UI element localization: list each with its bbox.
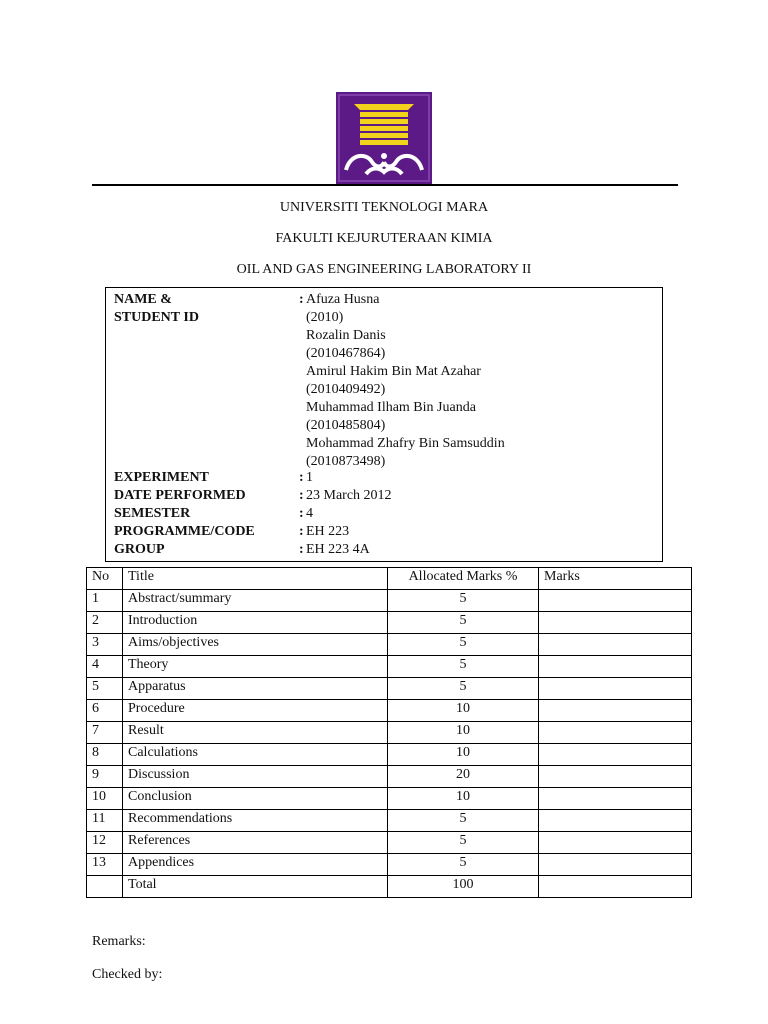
row-title: Abstract/summary [123, 590, 388, 612]
row-allocated: 5 [388, 832, 539, 854]
row-title: Result [123, 722, 388, 744]
field-colon: : [299, 524, 304, 539]
row-title: References [123, 832, 388, 854]
row-no: 1 [87, 590, 123, 612]
row-allocated: 5 [388, 810, 539, 832]
row-no: 6 [87, 700, 123, 722]
row-allocated: 5 [388, 590, 539, 612]
row-no: 13 [87, 854, 123, 876]
header-rule [92, 184, 678, 186]
remarks-label: Remarks: [92, 934, 146, 949]
row-no: 9 [87, 766, 123, 788]
row-title: Discussion [123, 766, 388, 788]
header-no: No [87, 568, 123, 590]
row-marks [539, 590, 692, 612]
table-row [87, 634, 692, 656]
row-no: 11 [87, 810, 123, 832]
row-title: Introduction [123, 612, 388, 634]
row-title: Appendices [123, 854, 388, 876]
row-no: 12 [87, 832, 123, 854]
table-row [87, 612, 692, 634]
row-allocated: 5 [388, 854, 539, 876]
row-allocated: 10 [388, 788, 539, 810]
row-no: 4 [87, 656, 123, 678]
table-row [87, 700, 692, 722]
row-title: Apparatus [123, 678, 388, 700]
row-marks [539, 656, 692, 678]
student-id-label: STUDENT ID [114, 310, 199, 325]
row-marks [539, 722, 692, 744]
name-colon: : [299, 292, 304, 307]
row-allocated: 5 [388, 612, 539, 634]
student-entry: Mohammad Zhafry Bin Samsuddin [306, 436, 505, 451]
student-entry: Afuza Husna [306, 292, 380, 307]
row-allocated: 10 [388, 700, 539, 722]
programme-code-label: PROGRAMME/CODE [114, 524, 255, 539]
table-row [87, 678, 692, 700]
row-allocated: 10 [388, 744, 539, 766]
table-row [87, 810, 692, 832]
table-row [87, 656, 692, 678]
table-row [87, 832, 692, 854]
student-info-box [105, 287, 663, 562]
student-entry: Muhammad Ilham Bin Juanda [306, 400, 476, 415]
student-entry: (2010485804) [306, 418, 386, 433]
row-allocated: 10 [388, 722, 539, 744]
semester-label: SEMESTER [114, 506, 191, 521]
total-no [87, 876, 123, 898]
table-row [87, 722, 692, 744]
date-performed-value: 23 March 2012 [306, 488, 392, 503]
checked-by-label: Checked by: [92, 967, 163, 982]
name-label: NAME & [114, 292, 172, 307]
row-marks [539, 832, 692, 854]
table-row [87, 744, 692, 766]
marks-table [86, 567, 692, 898]
student-entry: Amirul Hakim Bin Mat Azahar [306, 364, 481, 379]
row-title: Conclusion [123, 788, 388, 810]
field-colon: : [299, 506, 304, 521]
date-performed-label: DATE PERFORMED [114, 488, 246, 503]
university-logo [336, 92, 432, 184]
programme-code-value: EH 223 [306, 524, 350, 539]
row-no: 3 [87, 634, 123, 656]
table-total-row [87, 876, 692, 898]
group-label: GROUP [114, 542, 165, 557]
header-marks: Marks [539, 568, 692, 590]
student-entry: (2010873498) [306, 454, 386, 469]
total-allocated: 100 [388, 876, 539, 898]
field-colon: : [299, 542, 304, 557]
row-marks [539, 634, 692, 656]
student-entry: (2010467864) [306, 346, 386, 361]
row-marks [539, 854, 692, 876]
table-header-row [87, 568, 692, 590]
row-marks [539, 810, 692, 832]
experiment-value: 1 [306, 470, 313, 485]
row-allocated: 5 [388, 634, 539, 656]
row-marks [539, 744, 692, 766]
student-entry: (2010409492) [306, 382, 386, 397]
row-title: Aims/objectives [123, 634, 388, 656]
row-marks [539, 700, 692, 722]
student-entry: (2010) [306, 310, 344, 325]
row-marks [539, 766, 692, 788]
semester-value: 4 [306, 506, 313, 521]
header-allocated: Allocated Marks % [388, 568, 539, 590]
group-value: EH 223 4A [306, 542, 370, 557]
table-row [87, 766, 692, 788]
course-title: OIL AND GAS ENGINEERING LABORATORY II [236, 262, 532, 277]
row-allocated: 5 [388, 656, 539, 678]
field-colon: : [299, 488, 304, 503]
row-no: 7 [87, 722, 123, 744]
row-marks [539, 612, 692, 634]
row-title: Recommendations [123, 810, 388, 832]
row-allocated: 20 [388, 766, 539, 788]
table-row [87, 590, 692, 612]
row-no: 8 [87, 744, 123, 766]
total-marks [539, 876, 692, 898]
row-no: 5 [87, 678, 123, 700]
row-title: Calculations [123, 744, 388, 766]
row-marks [539, 788, 692, 810]
header-title: Title [123, 568, 388, 590]
field-colon: : [299, 470, 304, 485]
row-no: 2 [87, 612, 123, 634]
student-entry: Rozalin Danis [306, 328, 386, 343]
experiment-label: EXPERIMENT [114, 470, 209, 485]
faculty-name: FAKULTI KEJURUTERAAN KIMIA [275, 231, 493, 246]
total-title: Total [123, 876, 388, 898]
table-row [87, 854, 692, 876]
row-no: 10 [87, 788, 123, 810]
row-allocated: 5 [388, 678, 539, 700]
table-row [87, 788, 692, 810]
university-name: UNIVERSITI TEKNOLOGI MARA [279, 200, 489, 215]
row-title: Procedure [123, 700, 388, 722]
row-marks [539, 678, 692, 700]
row-title: Theory [123, 656, 388, 678]
